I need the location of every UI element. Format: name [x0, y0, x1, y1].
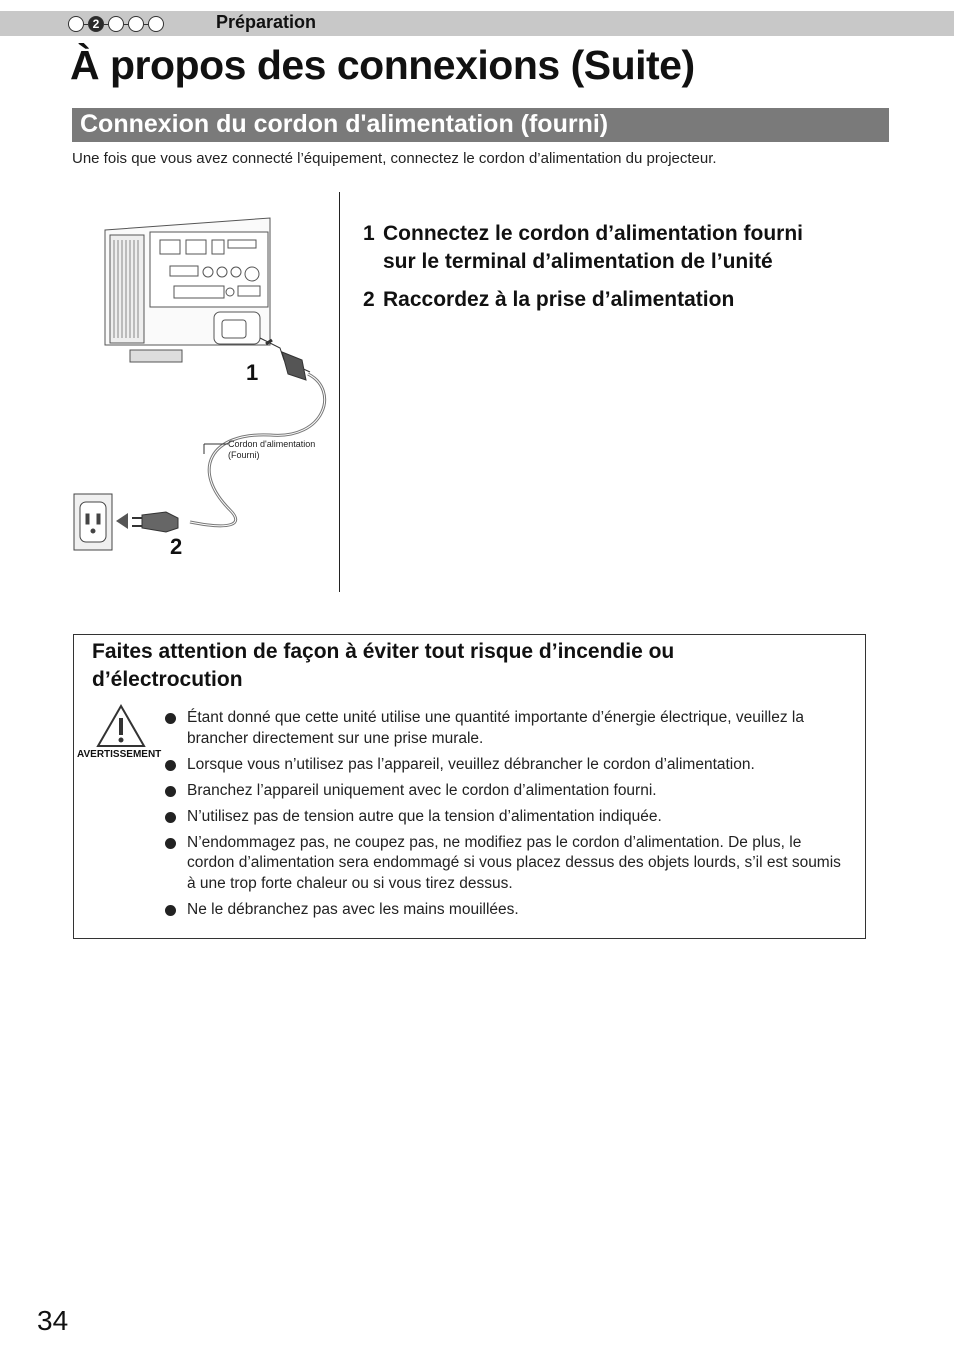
- page-number: 34: [37, 1305, 69, 1336]
- warning-triangle-icon: [96, 704, 146, 748]
- instruction-step-1: [363, 220, 803, 276]
- warning-item: Branchez l’appareil uniquement avec le cordon d’alimentation fourni.: [165, 781, 845, 802]
- step-dot-1: [68, 16, 84, 32]
- projector-power-diagram: [70, 210, 335, 570]
- connection-illustration: [70, 210, 335, 570]
- bullet-icon: [165, 713, 176, 724]
- warning-item: N’endommagez pas, ne coupez pas, ne modifiez pas le cordon d’alimentation. De plus, le cordon d’alimentation sera endommagé si vous placez dessus des objets lourds, s’il est soumis à une trop forte chaleur ou si vous tirez dessus.: [165, 833, 845, 895]
- step-number: 1: [363, 222, 375, 245]
- step-text-line-1: Connectez le cordon d’alimentation fourni: [383, 222, 804, 245]
- step-text-line-1: Raccordez à la prise d’alimentation: [383, 288, 735, 311]
- intro-text: Une fois que vous avez connecté l’équipement, connectez le cordon d’alimentation du projecteur.: [72, 150, 717, 167]
- bullet-icon: [165, 786, 176, 797]
- subsection-heading: Connexion du cordon d'alimentation (fourni): [80, 110, 609, 138]
- column-divider: [339, 192, 340, 592]
- illustration-label-2: 2: [170, 534, 183, 559]
- cord-label-line-2: (Fourni): [228, 450, 260, 460]
- bullet-icon: [165, 905, 176, 916]
- warning-item: Étant donné que cette unité utilise une quantité importante d’énergie électrique, veuillez la brancher directement sur une prise murale.: [165, 708, 845, 749]
- cord-label-line-1: Cordon d'alimentation: [228, 439, 316, 449]
- instruction-step-2: [363, 286, 734, 314]
- step-dot-5: [148, 16, 164, 32]
- insert-arrow-icon: [116, 513, 128, 529]
- bullet-icon: [165, 838, 176, 849]
- section-label: Préparation: [216, 12, 317, 32]
- illustration-label-1: 1: [246, 360, 259, 385]
- step-dot-4: [128, 16, 144, 32]
- warning-list: [165, 708, 845, 926]
- warning-title: Faites attention de façon à éviter tout risque d’incendie ou d’électrocution: [92, 640, 675, 691]
- step-dot-2-active: 2: [88, 16, 104, 32]
- step-text-line-2: sur le terminal d’alimentation de l’unité: [383, 250, 773, 273]
- warning-icon-label: AVERTISSEMENT: [77, 749, 162, 760]
- page-title: À propos des connexions (Suite): [70, 42, 695, 88]
- power-plug-icon: [260, 338, 310, 380]
- cord-label: [228, 439, 315, 461]
- step-dot-3: [108, 16, 124, 32]
- bullet-icon: [165, 760, 176, 771]
- warning-item: Lorsque vous n’utilisez pas l’appareil, veuillez débrancher le cordon d’alimentation.: [165, 755, 845, 776]
- step-number: 2: [363, 288, 375, 311]
- step-indicator: [68, 14, 164, 34]
- projector-icon: [105, 218, 270, 362]
- warning-item: Ne le débranchez pas avec les mains mouillées.: [165, 900, 845, 921]
- wall-plug-icon: [132, 512, 178, 532]
- bullet-icon: [165, 812, 176, 823]
- warning-item: N’utilisez pas de tension autre que la tension d’alimentation indiquée.: [165, 807, 845, 828]
- wall-outlet-icon: [74, 494, 112, 550]
